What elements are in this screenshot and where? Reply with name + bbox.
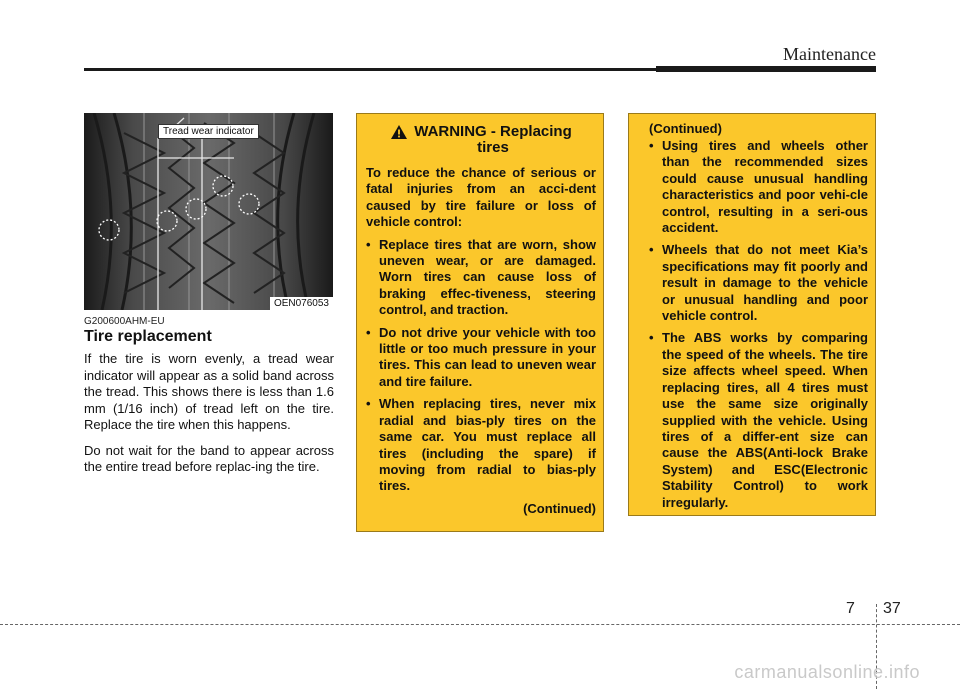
warning-heading [366,124,596,156]
footer-rule [0,624,960,625]
warning-box [356,113,604,532]
tire-tread-illustration [84,113,333,310]
watermark: carmanualsonline.info [734,662,920,682]
warning-heading-line2: tires [477,139,509,156]
warning-heading-line1: WARNING - Replacing [414,123,572,140]
warning-item: • Replace tires that are worn, show uneven wear, or are damaged. Worn tires can cause loss of braking effec-tiveness, steering control, and traction. [366,236,596,318]
figure-code: OEN076053 [270,297,333,310]
continued-label: (Continued) [649,121,722,136]
body-paragraph-1: If the tire is worn evenly, a tread wear indicator will appear as a solid band across the tread. This shows there is less than 1.6 mm (1/16 inch) of tread left on the tire. Replace the tire when this happens. [84,351,334,432]
tread-wear-indicator-callout: Tread wear indicator [158,124,259,139]
warning-item: • The ABS works by comparing the speed of the wheels. The tire size affects wheel speed. When replacing tires, all 4 tires must use the same size originally supplied with the vehicle. Using tires of a differ-ent size can cause the ABS(Anti-lock Brake System) and ESC(Electronic Stability Control) to work irregularly. [649,330,868,510]
chapter-number: 7 [846,600,855,617]
section-title: Tire replacement [84,328,212,345]
page-header-title: Maintenance [783,44,876,64]
page-number: 37 [883,600,901,617]
section-body [84,351,334,485]
warning-item: • Do not drive your vehicle with too little or too much pressure in your tires. This can lead to uneven wear and tire failure. [366,324,596,389]
warning-item: • When replacing tires, never mix radial and bias-ply tires on the same car. You must replace all tires (including the spare) if moving from radial to bias-ply tires. [366,396,596,494]
warning-list [366,237,596,495]
section-code: G200600AHM-EU [84,316,165,327]
warning-item: • Wheels that do not meet Kia’s specifications may fit poorly and result in damage to the vehicle or unusual handling and poor vehicle control. [649,242,868,324]
body-paragraph-2: Do not wait for the band to appear across the entire tread before replac-ing the tire. [84,442,334,474]
continued-label: (Continued) [523,500,596,516]
warning-box-continued [628,113,876,516]
warning-intro: To reduce the chance of serious or fatal injuries from an acci-dent caused by tire failure or loss of vehicle control: [366,165,596,230]
warning-triangle-icon [390,124,408,140]
warning-item: • Using tires and wheels other than the recommended sizes could cause unusual handling characteristics and poor vehi-cle control, resulting in a seri-ous accident. [649,138,868,236]
header-rule-accent [656,66,876,72]
warning-list [649,138,868,511]
tire-tread-photo [84,113,333,310]
